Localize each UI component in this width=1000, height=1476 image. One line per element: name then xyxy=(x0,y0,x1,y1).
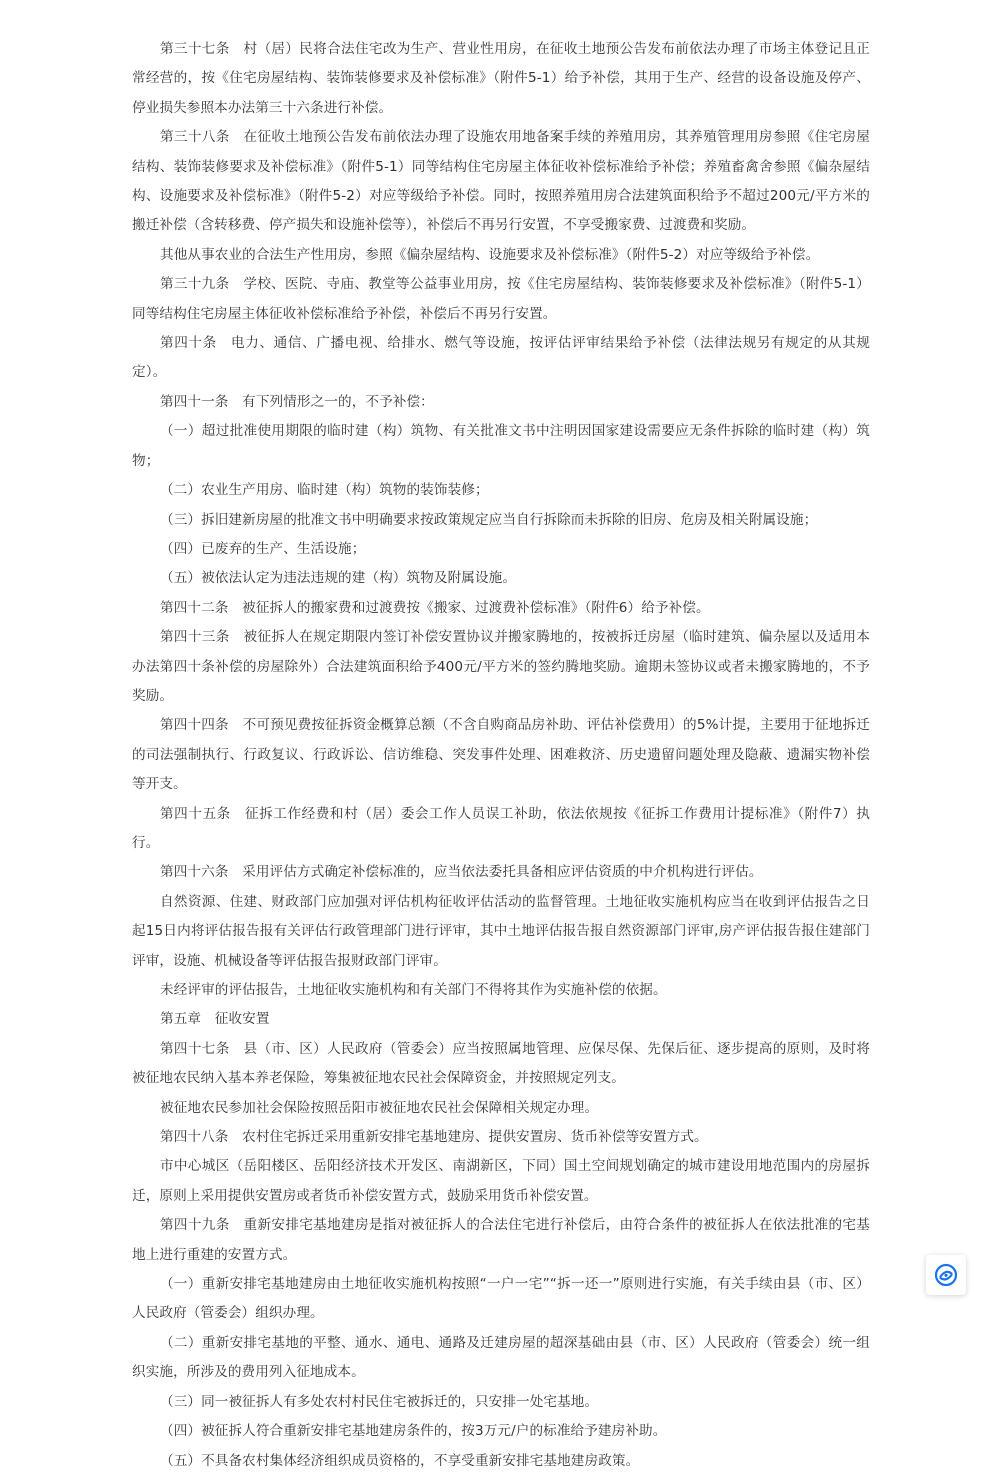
paragraph-article-42: 第四十二条 被征拆人的搬家费和过渡费按《搬家、过渡费补偿标准》（附件6）给予补偿。 xyxy=(160,599,710,616)
paragraph-article-48-urban: 市中心城区（岳阳楼区、岳阳经济技术开发区、南湖新区，下同）国土空间规划确定的城市建设用地范围内的房屋拆迁，原则上采用提供安置房或者货币补偿安置方式，鼓励采用货币补偿安置。 xyxy=(132,1158,870,1204)
ai-assistant-icon xyxy=(934,1263,958,1287)
ai-assistant-button[interactable] xyxy=(926,1255,966,1295)
paragraph-article-49: 第四十九条 重新安排宅基地建房是指对被征拆人的合法住宅进行补偿后，由符合条件的被征拆人在依法批准的宅基地上进行重建的安置方式。 xyxy=(132,1217,870,1263)
paragraph-article-49-item-1: （一）重新安排宅基地建房由土地征收实施机构按照“一户一宅”“拆一还一”原则进行实施，有关手续由县（市、区）人民政府（管委会）组织办理。 xyxy=(132,1276,870,1322)
paragraph-article-48: 第四十八条 农村住宅拆迁采用重新安排宅基地建房、提供安置房、货币补偿等安置方式。 xyxy=(160,1129,708,1146)
paragraph-article-49-item-4: （四）被征拆人符合重新安排宅基地建房条件的，按3万元/户的标准给予建房补助。 xyxy=(160,1423,667,1440)
paragraph-article-47-insurance: 被征地农民参加社会保险按照岳阳市被征地农民社会保障相关规定办理。 xyxy=(160,1099,599,1116)
paragraph-article-45: 第四十五条 征拆工作经费和村（居）委会工作人员误工补助，依法依规按《征拆工作费用计提标准》（附件7）执行。 xyxy=(132,805,870,851)
paragraph-article-41: 第四十一条 有下列情形之一的，不予补偿： xyxy=(160,393,434,410)
paragraph-article-46-supervision: 自然资源、住建、财政部门应加强对评估机构征收评估活动的监督管理。土地征收实施机构应当在收到评估报告之日起15日内将评估报告报有关评估行政管理部门进行评审，其中土地评估报告报自然资源部门评审,房产评估报告报住建部门评审，设施、机械设备等评估报告报财政部门评审。 xyxy=(132,893,870,969)
paragraph-article-38: 第三十八条 在征收土地预公告发布前依法办理了设施农用地备案手续的养殖用房，其养殖管理用房参照《住宅房屋结构、装饰装修要求及补偿标准》（附件5-1）同等结构住宅房屋主体征收补偿标准给予补偿；养殖畜禽舍参照《偏杂屋结构、设施要求及补偿标准》（附件5-2）对应等级给予补偿。同时，按照养殖用房合法建筑面积给予不超过200元/平方米的搬迁补偿（含转移费、停产损失和设施补偿等），补偿后不再另行安置，不享受搬家费、过渡费和奖励。 xyxy=(132,129,870,234)
paragraph-article-41-item-5: （五）被依法认定为违法违规的建（构）筑物及附属设施。 xyxy=(160,570,517,587)
paragraph-article-47: 第四十七条 县（市、区）人民政府（管委会）应当按照属地管理、应保尽保、先保后征、逐步提高的原则，及时将被征地农民纳入基本养老保险，筹集被征地农民社会保障资金，并按照规定列支。 xyxy=(132,1040,870,1087)
paragraph-article-41-item-4: （四）已废弃的生产、生活设施； xyxy=(160,540,366,557)
paragraph-article-49-item-5: （五）不具备农村集体经济组织成员资格的，不享受重新安排宅基地建房政策。 xyxy=(160,1452,640,1469)
paragraph-article-46-unreviewed: 未经评审的评估报告，土地征收实施机构和有关部门不得将其作为实施补偿的依据。 xyxy=(160,982,667,998)
paragraph-article-43: 第四十三条 被征拆人在规定期限内签订补偿安置协议并搬家腾地的，按被拆迁房屋（临时建筑、偏杂屋以及适用本办法第四十条补偿的房屋除外）合法建筑面积给予400元/平方米的签约腾地奖励。逾期未签协议或者未搬家腾地的，不予奖励。 xyxy=(132,629,870,704)
document-body xyxy=(132,35,870,1476)
paragraph-article-37: 第三十七条 村（居）民将合法住宅改为生产、营业性用房，在征收土地预公告发布前依法办理了市场主体登记且正常经营的，按《住宅房屋结构、装饰装修要求及补偿标准》（附件5-1）给予补偿，其用于生产、经营的设备设施及停产、停业损失参照本办法第三十六条进行补偿。 xyxy=(132,41,870,116)
paragraph-article-40: 第四十条 电力、通信、广播电视、给排水、燃气等设施，按评估评审结果给予补偿（法律法规另有规定的从其规定）。 xyxy=(132,335,870,381)
paragraph-article-38-other: 其他从事农业的合法生产性用房，参照《偏杂屋结构、设施要求及补偿标准》（附件5-2）对应等级给予补偿。 xyxy=(160,246,820,263)
chapter-heading: 第五章 征收安置 xyxy=(160,1011,270,1028)
paragraph-article-46: 第四十六条 采用评估方式确定补偿标准的，应当依法委托具备相应评估资质的中介机构进行评估。 xyxy=(160,864,763,881)
paragraph-article-49-item-2: （二）重新安排宅基地的平整、通水、通电、通路及迁建房屋的超深基础由县（市、区）人民政府（管委会）统一组织实施，所涉及的费用列入征地成本。 xyxy=(132,1334,870,1381)
paragraph-article-44: 第四十四条 不可预见费按征拆资金概算总额（不含自购商品房补助、评估补偿费用）的5%计提，主要用于征地拆迁的司法强制执行、行政复议、行政诉讼、信访维稳、突发事件处理、困难救济、历史遗留问题处理及隐蔽、遗漏实物补偿等开支。 xyxy=(132,717,870,793)
paragraph-article-39: 第三十九条 学校、医院、寺庙、教堂等公益事业用房，按《住宅房屋结构、装饰装修要求及补偿标准》（附件5-1）同等结构住宅房屋主体征收补偿标准给予补偿，补偿后不再另行安置。 xyxy=(132,276,870,322)
paragraph-article-49-item-3: （三）同一被征拆人有多处农村村民住宅被拆迁的，只安排一处宅基地。 xyxy=(160,1393,599,1410)
paragraph-article-41-item-1: （一）超过批准使用期限的临时建（构）筑物、有关批准文书中注明因国家建设需要应无条件拆除的临时建（构）筑物； xyxy=(132,423,870,469)
paragraph-article-41-item-2: （二）农业生产用房、临时建（构）筑物的装饰装修； xyxy=(160,482,489,499)
paragraph-article-41-item-3: （三）拆旧建新房屋的批准文书中明确要求按政策规定应当自行拆除而未拆除的旧房、危房及相关附属设施； xyxy=(160,511,818,528)
